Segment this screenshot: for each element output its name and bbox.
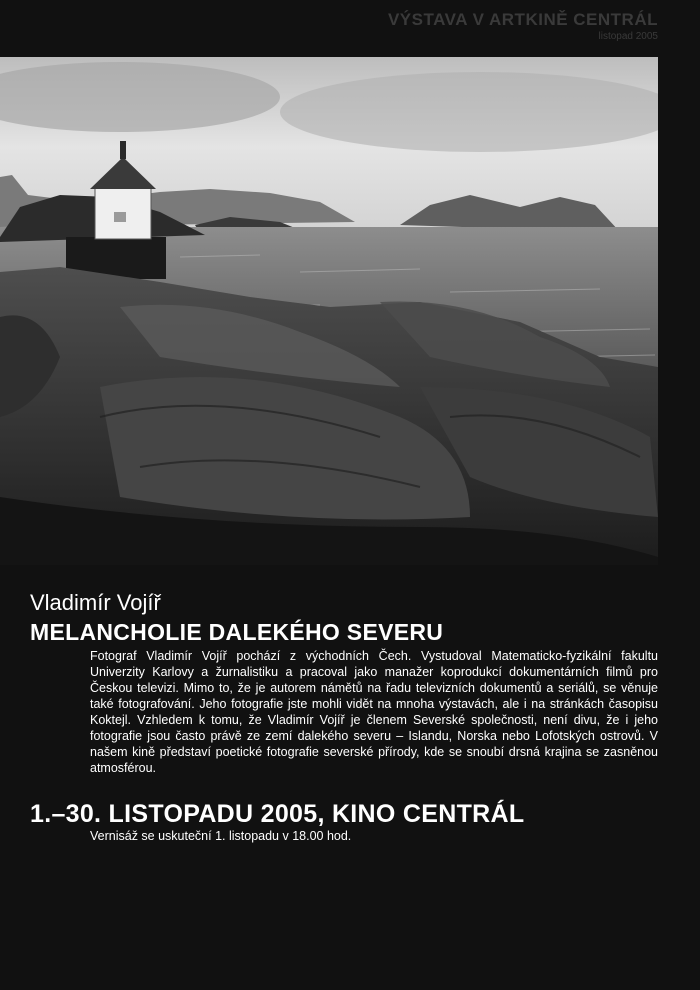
event-dates: 1.–30. LISTOPADU 2005, KINO CENTRÁL bbox=[30, 800, 525, 828]
exhibition-description: Fotograf Vladimír Vojíř pochází z východních Čech. Vystudoval Matematicko-fyzikální fakultu Univerzity Karlovy a žurnalistiku a pracoval jako manažer koprodukcí dokumentárních filmů pro Českou televizi. Mimo to, že je autorem námětů na řadu televizních dokumentů a seriálů, se věnuje také fotografování. Jeho fotografie jste mohli vidět na mnoha výstavách, ale i na stránkách časopisu Koktejl. Vzhledem k tomu, že Vladimír Vojíř je členem Severské společnosti, není divu, že i jeho fotografie jsou často právě ze zemí dalekého severu – Islandu, Norska nebo Lofotských ostrovů. V našem kině představí poetické fotografie severské přírody, kde se snoubí drsná krajina se zasněnou atmosférou. bbox=[90, 649, 658, 775]
vernissage-info: Vernisáž se uskuteční 1. listopadu v 18.00 hod. bbox=[90, 829, 352, 843]
exhibition-header-date: listopad 2005 bbox=[598, 31, 658, 42]
lighthouse-photo bbox=[0, 57, 658, 565]
exhibition-title: MELANCHOLIE DALEKÉHO SEVERU bbox=[30, 619, 444, 645]
exhibition-header-title: VÝSTAVA V ARTKINĚ CENTRÁL bbox=[387, 10, 658, 29]
author-name: Vladimír Vojíř bbox=[30, 590, 161, 615]
